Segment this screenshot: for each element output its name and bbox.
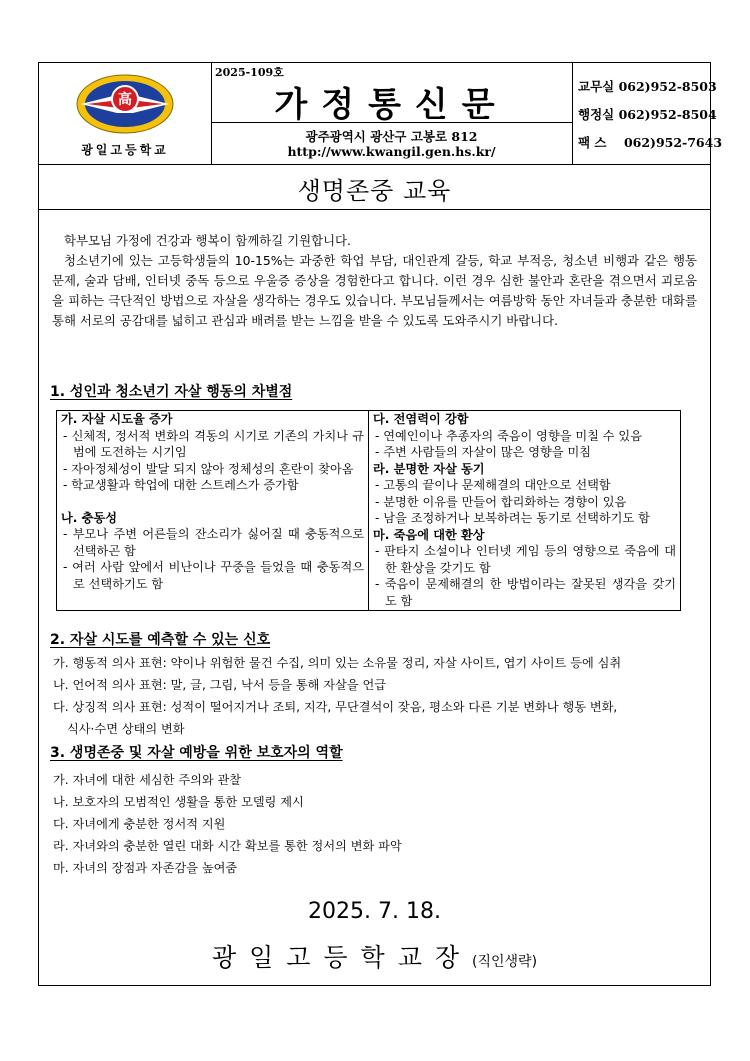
section2-heading: 2. 자살 시도를 예측할 수 있는 신호 <box>50 632 271 648</box>
contact-label: 교무실 <box>578 79 615 94</box>
list-item: - 부모나 주변 어른들의 잔소리가 싫어질 때 충동적으로 선택하곤 함 <box>63 527 364 558</box>
header <box>39 63 723 165</box>
section3-heading: 3. 생명존중 및 자살 예방을 위한 보호자의 역할 <box>50 745 343 761</box>
seal-note: (직인생략) <box>472 954 538 970</box>
table-left-column <box>57 411 369 611</box>
differences-table <box>56 410 681 611</box>
list-item: - 신체적, 정서적 변화의 격동의 시기로 기존의 가치나 규범에 도전하는 시기임 <box>63 428 364 459</box>
list-item: 가. 자녀에 대한 세심한 주의와 관찰 <box>53 773 242 787</box>
contact-cell <box>572 63 723 164</box>
contact-label: 행정실 <box>578 107 615 122</box>
category-title: 가. 자살 시도율 증가 <box>61 412 173 426</box>
list-item: - 분명한 이유를 만들어 합리화하는 경향이 있음 <box>375 494 627 509</box>
greeting: 학부모님 가정에 건강과 행복이 함께하길 기원합니다. <box>64 233 351 248</box>
title-bar <box>39 164 710 210</box>
school-name: 광일고등학교 <box>81 143 169 157</box>
school-url[interactable]: http://www.kwangil.gen.hs.kr/ <box>287 144 496 159</box>
intro-body: 청소년기에 있는 고등학생들의 10-15%는 과중한 학업 부담, 대인관계 갈등, 학교 부적응, 청소년 비행과 같은 행동 문제, 술과 담배, 인터넷 중독 등으로 우울증 증상을 경험한다고 합니다. 이런 경우 심한 불안과 혼란을 겪으면서 괴로움을 피하는 극단적인 방법으로 자살을 생각하는 경우도 있습니다. 부모님들께서는 여름방학 동안 자녀들과 충분한 대화를 통해 서로의 공감대를 넓히고 관심과 배려를 받는 느낌을 받을 수 있도록 도와주시기 바랍니다. <box>52 253 697 328</box>
school-logo-cell <box>39 63 212 164</box>
guardian-roles-list <box>53 769 402 879</box>
signer-name: 광일고등학교장 <box>211 943 473 972</box>
contact-number: 062)952-8503 <box>618 79 717 94</box>
list-item: - 학교생활과 학업에 대한 스트레스가 증가함 <box>63 478 299 492</box>
list-item: - 죽음이 문제해결의 한 방법이라는 잘못된 생각을 갖기도 함 <box>375 577 676 608</box>
table-right-column <box>369 411 681 611</box>
newsletter-frame <box>38 62 723 986</box>
category-title: 다. 전염력이 강함 <box>373 412 469 426</box>
list-item: 가. 행동적 의사 표현: 약이나 위험한 물건 수집, 의미 있는 소유물 정리, 자살 사이트, 엽기 사이트 등에 심취 <box>53 656 622 670</box>
category-title: 마. 죽음에 대한 환상 <box>373 527 485 542</box>
list-item: - 판타지 소설이나 인터넷 게임 등의 영향으로 죽음에 대한 환상을 갖기도 함 <box>375 544 676 575</box>
issue-date: 2025. 7. 18. <box>308 899 441 924</box>
list-item: - 남을 조정하거나 보복하려는 동기로 선택하기도 함 <box>375 511 650 525</box>
list-item: 라. 자녀와의 충분한 열린 대화 시간 확보를 통한 정서의 변화 파악 <box>53 839 402 853</box>
signature-line <box>39 938 710 974</box>
logo-glyph: 高 <box>118 92 132 108</box>
masthead-title: 가정통신문 <box>274 85 509 125</box>
page-title: 생명존중 교육 <box>297 177 452 205</box>
list-item: - 여러 사람 앞에서 비난이나 꾸중을 들었을 때 충동적으로 선택하기도 함 <box>63 560 364 591</box>
contact-admin <box>578 105 717 123</box>
school-logo <box>75 73 175 135</box>
category-title: 나. 충동성 <box>61 510 117 525</box>
contact-number: 062)952-7643 <box>623 135 723 150</box>
intro <box>52 231 697 331</box>
list-item: 나. 보호자의 모범적인 생활을 통한 모델링 제시 <box>53 795 304 809</box>
list-item: - 주변 사람들의 자살이 많은 영향을 미침 <box>375 445 592 459</box>
signals-list <box>53 652 621 740</box>
contact-office <box>578 77 717 95</box>
masthead-cell <box>211 63 573 164</box>
category-title: 라. 분명한 자살 동기 <box>373 461 485 476</box>
list-item: - 고통의 끝이나 문제해결의 대안으로 선택함 <box>375 478 611 492</box>
list-item: - 연예인이나 추종자의 죽음이 영향을 미칠 수 있음 <box>375 428 642 443</box>
list-item: - 자아정체성이 발달 되지 않아 정체성의 혼란이 찾아옴 <box>63 461 354 476</box>
school-address: 광주광역시 광산구 고봉로 812 <box>305 129 478 144</box>
section1-heading: 1. 성인과 청소년기 자살 행동의 차별점 <box>50 384 293 400</box>
list-item: 다. 자녀에게 충분한 정서적 지원 <box>53 817 226 831</box>
list-item: 마. 자녀의 장점과 자존감을 높여줌 <box>53 861 238 875</box>
list-item: 식사·수면 상태의 변화 <box>67 722 185 736</box>
list-item: 다. 상징적 의사 표현: 성적이 떨어지거나 조퇴, 지각, 무단결석이 잦음, 평소와 다른 기분 변화나 행동 변화, <box>53 700 618 714</box>
issue-number: 2025-109호 <box>215 66 284 79</box>
list-item: 나. 언어적 의사 표현: 말, 글, 그림, 낙서 등을 통해 자살을 언급 <box>53 678 386 692</box>
contact-fax <box>578 133 722 151</box>
contact-label: 팩 스 <box>578 135 607 150</box>
contact-number: 062)952-8504 <box>618 107 717 122</box>
